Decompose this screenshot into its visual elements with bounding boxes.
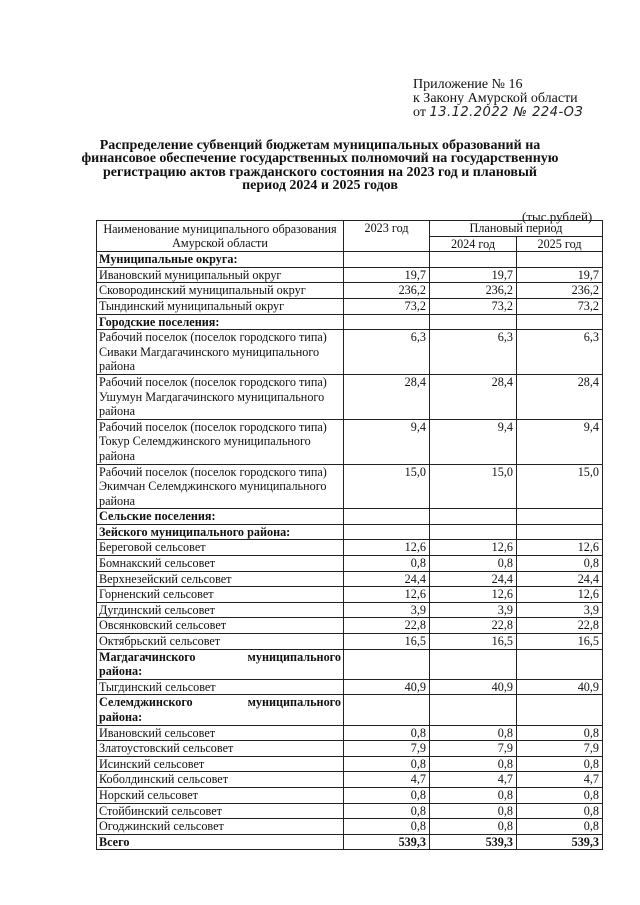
value-2023: 19,7 bbox=[344, 267, 430, 283]
value-2024: 0,8 bbox=[430, 803, 517, 819]
value-2025: 0,8 bbox=[517, 803, 603, 819]
table-row bbox=[97, 725, 603, 741]
section-row bbox=[97, 695, 603, 725]
value-2024: 6,3 bbox=[430, 330, 517, 375]
table-body bbox=[97, 252, 603, 850]
section-label-line2: района: bbox=[99, 664, 143, 679]
table-row bbox=[97, 298, 603, 314]
table-row bbox=[97, 602, 603, 618]
municipality-name: Тыгдинский сельсовет bbox=[97, 679, 344, 695]
municipality-name: Стойбинский сельсовет bbox=[97, 803, 344, 819]
appendix-date-line bbox=[413, 106, 583, 120]
section-row bbox=[97, 314, 603, 330]
header-name-column: Наименование муниципального образования Амурской области bbox=[97, 221, 344, 252]
table-header-row bbox=[97, 221, 603, 237]
value-2024: 9,4 bbox=[430, 419, 517, 464]
value-2025: 0,8 bbox=[517, 725, 603, 741]
empty-cell bbox=[344, 649, 430, 679]
value-2023: 73,2 bbox=[344, 298, 430, 314]
section-label bbox=[97, 695, 344, 725]
value-2025: 28,4 bbox=[517, 374, 603, 419]
value-2024: 236,2 bbox=[430, 283, 517, 299]
empty-cell bbox=[344, 252, 430, 268]
appendix-from-label: от bbox=[413, 105, 426, 120]
empty-cell bbox=[430, 695, 517, 725]
value-2024: 0,8 bbox=[430, 556, 517, 572]
value-2024: 28,4 bbox=[430, 374, 517, 419]
table-row bbox=[97, 803, 603, 819]
value-2025: 12,6 bbox=[517, 540, 603, 556]
value-2025: 0,8 bbox=[517, 787, 603, 803]
municipality-name: Верхнезейский сельсовет bbox=[97, 571, 344, 587]
section-label-line1: Селемджинского муниципального bbox=[99, 695, 341, 710]
municipality-name: Златоустовский сельсовет bbox=[97, 741, 344, 757]
value-2023: 7,9 bbox=[344, 741, 430, 757]
section-row bbox=[97, 649, 603, 679]
value-2025: 0,8 bbox=[517, 819, 603, 835]
table-row bbox=[97, 556, 603, 572]
table-row bbox=[97, 267, 603, 283]
table-row bbox=[97, 374, 603, 419]
value-2023: 22,8 bbox=[344, 618, 430, 634]
value-2023: 28,4 bbox=[344, 374, 430, 419]
value-2023: 4,7 bbox=[344, 772, 430, 788]
header-year-2025: 2025 год bbox=[517, 236, 603, 252]
section-row bbox=[97, 524, 603, 540]
value-2024: 539,3 bbox=[430, 834, 517, 850]
section-label: Сельские поселения: bbox=[97, 509, 344, 525]
value-2024: 0,8 bbox=[430, 725, 517, 741]
empty-cell bbox=[344, 695, 430, 725]
municipality-name: Огоджинский сельсовет bbox=[97, 819, 344, 835]
value-2023: 6,3 bbox=[344, 330, 430, 375]
value-2024: 73,2 bbox=[430, 298, 517, 314]
table-row bbox=[97, 634, 603, 650]
value-2024: 3,9 bbox=[430, 602, 517, 618]
value-2025: 73,2 bbox=[517, 298, 603, 314]
value-2023: 12,6 bbox=[344, 540, 430, 556]
municipality-name: Рабочий поселок (поселок городского типа) Экимчан Селемджинского муниципального района bbox=[97, 464, 344, 509]
section-label: Зейского муниципального района: bbox=[97, 524, 344, 540]
section-row bbox=[97, 509, 603, 525]
empty-cell bbox=[430, 524, 517, 540]
table-row bbox=[97, 419, 603, 464]
section-row bbox=[97, 252, 603, 268]
table-row bbox=[97, 283, 603, 299]
municipality-name: Норский сельсовет bbox=[97, 787, 344, 803]
table-row bbox=[97, 741, 603, 757]
value-2023: 16,5 bbox=[344, 634, 430, 650]
empty-cell bbox=[517, 314, 603, 330]
municipality-name: Горненский сельсовет bbox=[97, 587, 344, 603]
value-2025: 236,2 bbox=[517, 283, 603, 299]
municipality-name: Тындинский муниципальный округ bbox=[97, 298, 344, 314]
appendix-number: Приложение № 16 bbox=[413, 77, 523, 92]
document-title: Распределение субвенций бюджетам муниципальных образований на финансовое обеспечение государственных полномочий на государственную регистрацию актов гражданского состояния на 2023 год и плановый период 2024 и 2025 годов bbox=[81, 138, 559, 194]
value-2025: 15,0 bbox=[517, 464, 603, 509]
section-label-line2: района: bbox=[99, 710, 143, 724]
value-2023: 3,9 bbox=[344, 602, 430, 618]
section-label: Городские поселения: bbox=[97, 314, 344, 330]
value-2024: 0,8 bbox=[430, 756, 517, 772]
value-2023: 539,3 bbox=[344, 834, 430, 850]
value-2025: 22,8 bbox=[517, 618, 603, 634]
municipality-name: Октябрьский сельсовет bbox=[97, 634, 344, 650]
value-2025: 24,4 bbox=[517, 571, 603, 587]
handwritten-date-number: 13.12.2022 № 224-ОЗ bbox=[429, 105, 584, 120]
value-2024: 19,7 bbox=[430, 267, 517, 283]
value-2023: 40,9 bbox=[344, 679, 430, 695]
value-2023: 24,4 bbox=[344, 571, 430, 587]
municipality-name: Ивановский муниципальный округ bbox=[97, 267, 344, 283]
value-2024: 12,6 bbox=[430, 587, 517, 603]
header-year-2023: 2023 год bbox=[344, 221, 430, 252]
table-row bbox=[97, 772, 603, 788]
table-row bbox=[97, 618, 603, 634]
units-label: (тыс.рублей) bbox=[522, 209, 593, 224]
municipality-name: Исинский сельсовет bbox=[97, 756, 344, 772]
value-2025: 7,9 bbox=[517, 741, 603, 757]
municipality-name: Дугдинский сельсовет bbox=[97, 602, 344, 618]
table-row bbox=[97, 587, 603, 603]
empty-cell bbox=[517, 252, 603, 268]
empty-cell bbox=[517, 509, 603, 525]
value-2023: 0,8 bbox=[344, 756, 430, 772]
empty-cell bbox=[430, 314, 517, 330]
table-row bbox=[97, 756, 603, 772]
value-2024: 24,4 bbox=[430, 571, 517, 587]
table-row bbox=[97, 787, 603, 803]
municipality-name: Рабочий поселок (поселок городского типа) Ушумун Магдагачинского муниципального района bbox=[97, 374, 344, 419]
header-planned-period: Плановый период bbox=[430, 221, 603, 237]
table-row bbox=[97, 464, 603, 509]
municipality-name: Коболдинский сельсовет bbox=[97, 772, 344, 788]
empty-cell bbox=[517, 524, 603, 540]
value-2023: 0,8 bbox=[344, 787, 430, 803]
empty-cell bbox=[344, 524, 430, 540]
value-2023: 0,8 bbox=[344, 803, 430, 819]
value-2025: 16,5 bbox=[517, 634, 603, 650]
value-2025: 19,7 bbox=[517, 267, 603, 283]
section-label bbox=[97, 649, 344, 679]
empty-cell bbox=[517, 649, 603, 679]
value-2023: 236,2 bbox=[344, 283, 430, 299]
value-2025: 12,6 bbox=[517, 587, 603, 603]
empty-cell bbox=[344, 509, 430, 525]
municipality-name: Береговой сельсовет bbox=[97, 540, 344, 556]
municipality-name: Рабочий поселок (поселок городского типа) Сиваки Магдагачинского муниципального района bbox=[97, 330, 344, 375]
value-2024: 16,5 bbox=[430, 634, 517, 650]
value-2024: 7,9 bbox=[430, 741, 517, 757]
municipality-name: Всего bbox=[97, 834, 344, 850]
value-2025: 6,3 bbox=[517, 330, 603, 375]
value-2024: 0,8 bbox=[430, 787, 517, 803]
municipality-name: Рабочий поселок (поселок городского типа) Токур Селемджинского муниципального района bbox=[97, 419, 344, 464]
value-2025: 9,4 bbox=[517, 419, 603, 464]
value-2023: 15,0 bbox=[344, 464, 430, 509]
municipality-name: Овсянковский сельсовет bbox=[97, 618, 344, 634]
value-2025: 3,9 bbox=[517, 602, 603, 618]
empty-cell bbox=[517, 695, 603, 725]
header-year-2024: 2024 год bbox=[430, 236, 517, 252]
table-row bbox=[97, 819, 603, 835]
value-2024: 40,9 bbox=[430, 679, 517, 695]
appendix-reference bbox=[413, 78, 583, 120]
section-label: Муниципальные округа: bbox=[97, 252, 344, 268]
municipality-name: Сковородинский муниципальный округ bbox=[97, 283, 344, 299]
table-row bbox=[97, 540, 603, 556]
empty-cell bbox=[430, 649, 517, 679]
value-2025: 4,7 bbox=[517, 772, 603, 788]
municipality-name: Бомнакский сельсовет bbox=[97, 556, 344, 572]
section-label-line1: Магдагачинского муниципального bbox=[99, 649, 341, 664]
value-2025: 0,8 bbox=[517, 756, 603, 772]
value-2024: 12,6 bbox=[430, 540, 517, 556]
value-2024: 22,8 bbox=[430, 618, 517, 634]
appendix-law: к Закону Амурской области bbox=[413, 91, 578, 106]
value-2023: 9,4 bbox=[344, 419, 430, 464]
empty-cell bbox=[430, 509, 517, 525]
value-2025: 539,3 bbox=[517, 834, 603, 850]
empty-cell bbox=[430, 252, 517, 268]
table-row bbox=[97, 679, 603, 695]
value-2025: 40,9 bbox=[517, 679, 603, 695]
value-2024: 0,8 bbox=[430, 819, 517, 835]
municipality-name: Ивановский сельсовет bbox=[97, 725, 344, 741]
subvention-table bbox=[96, 220, 603, 850]
empty-cell bbox=[344, 314, 430, 330]
total-row bbox=[97, 834, 603, 850]
table-row bbox=[97, 330, 603, 375]
value-2024: 15,0 bbox=[430, 464, 517, 509]
value-2024: 4,7 bbox=[430, 772, 517, 788]
value-2023: 0,8 bbox=[344, 819, 430, 835]
value-2023: 0,8 bbox=[344, 725, 430, 741]
value-2025: 0,8 bbox=[517, 556, 603, 572]
value-2023: 12,6 bbox=[344, 587, 430, 603]
value-2023: 0,8 bbox=[344, 556, 430, 572]
table-row bbox=[97, 571, 603, 587]
